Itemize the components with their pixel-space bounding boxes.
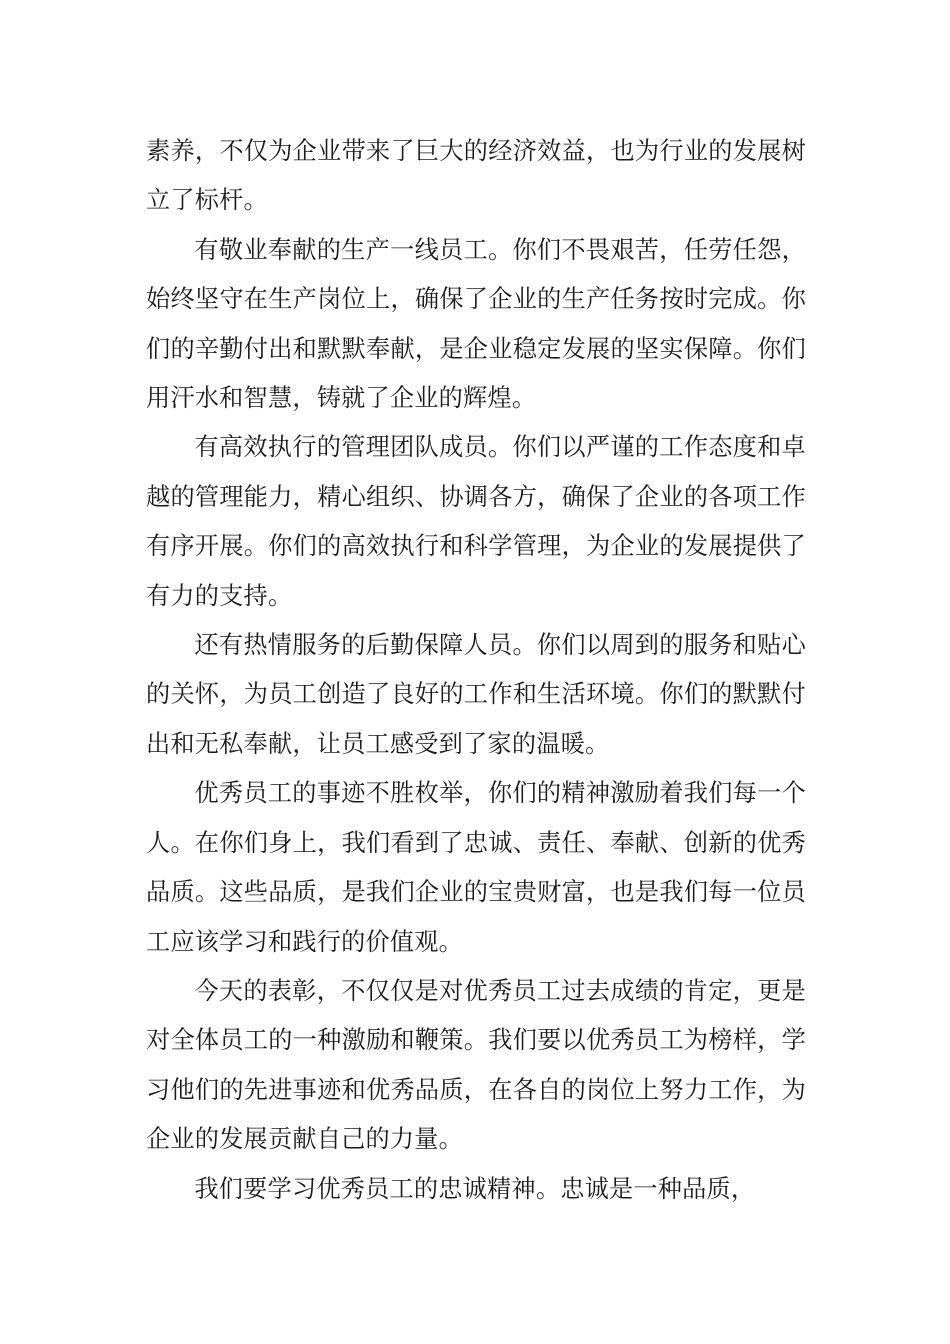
paragraph-4: 还有热情服务的后勤保障人员。你们以周到的服务和贴心的关怀，为员工创造了良好的工作和生活环境。你们的默默付出和无私奉献，让员工感受到了家的温暖。 (146, 631, 806, 758)
paragraph-6: 今天的表彰，不仅仅是对优秀员工过去成绩的肯定，更是对全体员工的一种激励和鞭策。我们要以优秀员工为榜样，学习他们的先进事迹和优秀品质，在各自的岗位上努力工作，为企业的发展贡献自己的力量。 (146, 976, 806, 1154)
paragraph-3: 有高效执行的管理团队成员。你们以严谨的工作态度和卓越的管理能力，精心组织、协调各方，确保了企业的各项工作有序开展。你们的高效执行和科学管理，为企业的发展提供了有力的支持。 (146, 433, 806, 610)
document-body (146, 127, 806, 1214)
paragraph-5: 优秀员工的事迹不胜枚举，你们的精神激励着我们每一个人。在你们身上，我们看到了忠诚、责任、奉献、创新的优秀品质。这些品质，是我们企业的宝贵财富，也是我们每一位员工应该学习和践行的价值观。 (146, 779, 806, 956)
paragraph-2: 有敬业奉献的生产一线员工。你们不畏艰苦，任劳任怨，始终坚守在生产岗位上，确保了企业的生产任务按时完成。你们的辛勤付出和默默奉献，是企业稳定发展的坚实保障。你们用汗水和智慧，铸就了企业的辉煌。 (146, 235, 806, 413)
paragraph-7: 我们要学习优秀员工的忠诚精神。忠诚是一种品质， (194, 1174, 756, 1203)
paragraph-1: 素养，不仅为企业带来了巨大的经济效益，也为行业的发展树立了标杆。 (146, 137, 806, 215)
